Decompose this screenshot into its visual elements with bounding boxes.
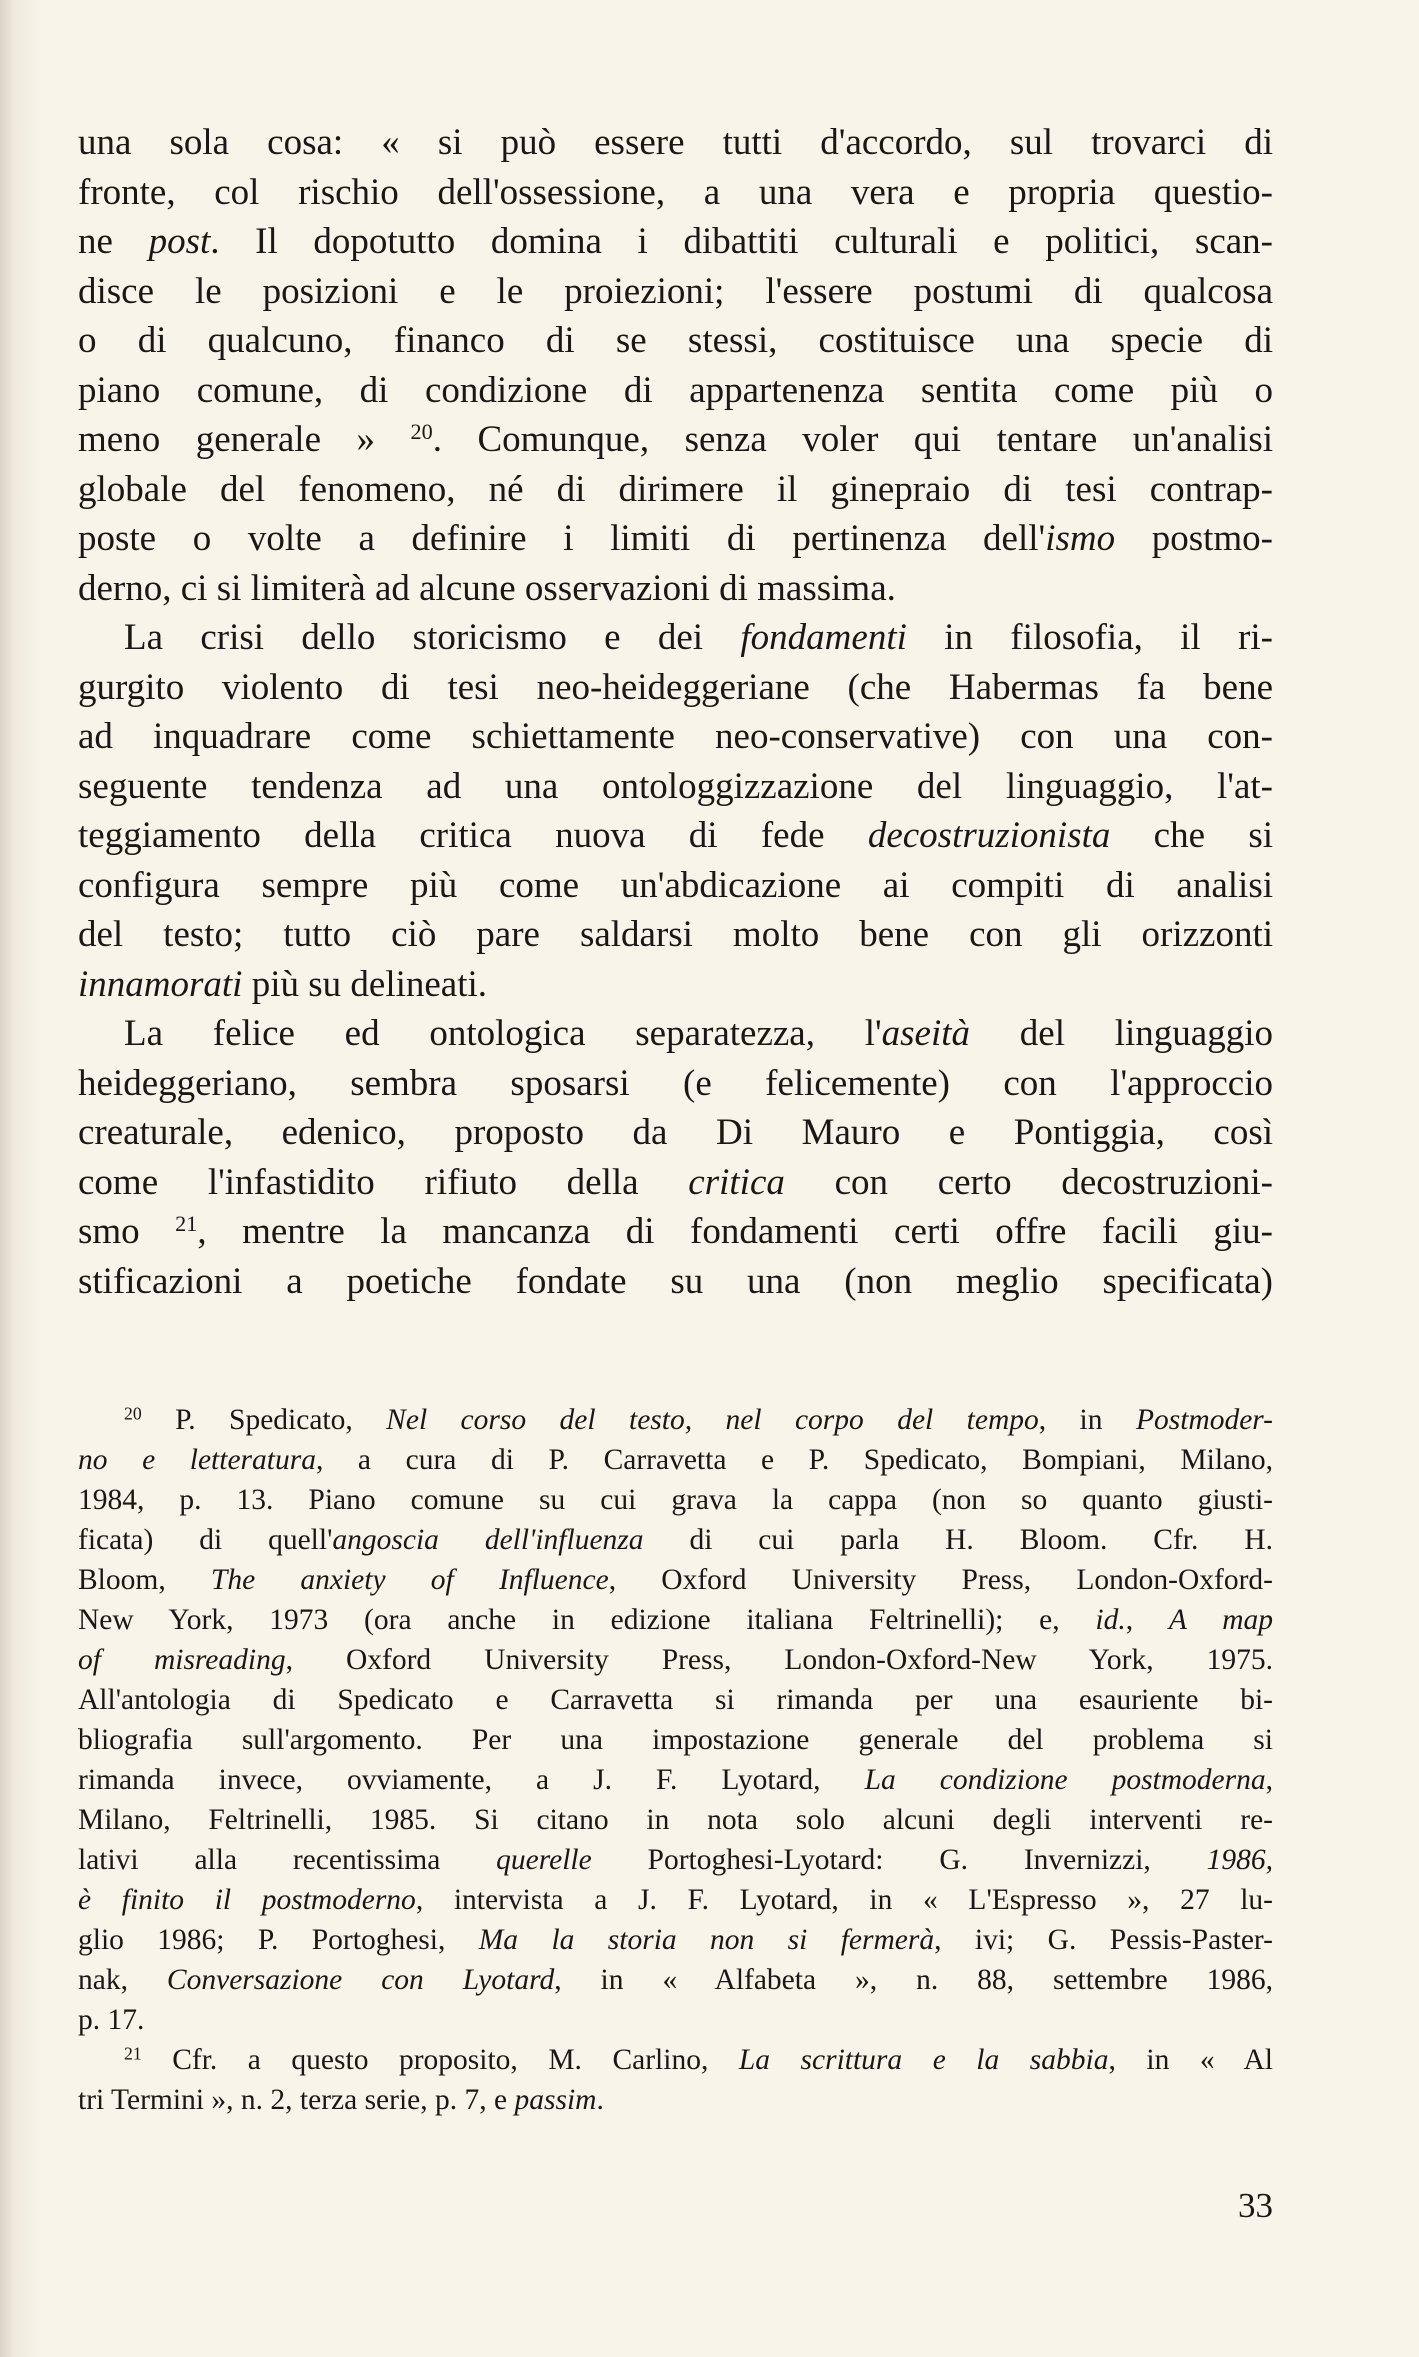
text-line: smo $^{21}$, mentre la mancanza di fondamenti certi offre facili giu-	[78, 1210, 1273, 1252]
footnote-line: è finito il postmoderno, intervista a J. F. Lyotard, in « L'Espresso », 27 lu-	[78, 1884, 1273, 1916]
text-line: La felice ed ontologica separatezza, l'aseità del linguaggio	[124, 1013, 1273, 1054]
footnote-line: Bloom, The anxiety of Influence, Oxford University Press, London-Oxford-	[78, 1564, 1273, 1596]
text-line: ne post. Il dopotutto domina i dibattiti culturali e politici, scan-	[78, 221, 1273, 262]
footnote-20-line: $^{20}$ P. Spedicato, Nel corso del testo, nel corpo del tempo, in Postmoder-	[124, 1403, 1273, 1436]
text-line: poste o volte a definire i limiti di pertinenza dell'ismo postmo-	[78, 518, 1273, 559]
footnote-line: Milano, Feltrinelli, 1985. Si citano in nota solo alcuni degli interventi re-	[78, 1804, 1273, 1836]
text-line: teggiamento della critica nuova di fede decostruzionista che si	[78, 815, 1273, 856]
text-line: piano comune, di condizione di appartenenza sentita come più o	[78, 369, 1273, 411]
footnote-21-line: $^{21}$ Cfr. a questo proposito, M. Carlino, La scrittura e la sabbia, in « Al	[124, 2043, 1273, 2076]
text-line: innamorati più su delineati.	[78, 963, 488, 1005]
footnote-line: bliografia sull'argomento. Per una impostazione generale del problema si	[78, 1724, 1273, 1756]
text-line: ad inquadrare come schiettamente neo-conservative) con una con-	[78, 716, 1273, 757]
footnote-line: tri Termini », n. 2, terza serie, p. 7, e passim.	[78, 2084, 604, 2116]
text-line: derno, ci si limiterà ad alcune osservazioni di massima.	[78, 567, 896, 609]
text-line: fronte, col rischio dell'ossessione, a una vera e propria questio-	[78, 171, 1273, 213]
text-line: o di qualcuno, financo di se stessi, costituisce una specie di	[78, 320, 1273, 361]
text-line: configura sempre più come un'abdicazione ai compiti di analisi	[78, 864, 1273, 906]
text-line: una sola cosa: « si può essere tutti d'accordo, sul trovarci di	[78, 122, 1273, 163]
text-line: gurgito violento di tesi neo-heideggeriane (che Habermas fa bene	[78, 666, 1273, 708]
footnote-line: no e letteratura, a cura di P. Carravetta e P. Spedicato, Bompiani, Milano,	[78, 1444, 1273, 1476]
text-line: stificazioni a poetiche fondate su una (non meglio specificata)	[78, 1260, 1273, 1302]
footnote-line: ficata) di quell'angoscia dell'influenza di cui parla H. Bloom. Cfr. H.	[78, 1524, 1273, 1556]
body-text	[78, 118, 1273, 1306]
footnote-line: glio 1986; P. Portoghesi, Ma la storia non si fermerà, ivi; G. Pessis-Paster-	[78, 1924, 1273, 1956]
footnote-line: rimanda invece, ovviamente, a J. F. Lyotard, La condizione postmoderna,	[78, 1764, 1273, 1796]
text-line: del testo; tutto ciò pare saldarsi molto bene con gli orizzonti	[78, 914, 1273, 955]
text-line: seguente tendenza ad una ontologgizzazione del linguaggio, l'at-	[78, 765, 1273, 807]
page-number: 33	[1238, 2186, 1273, 2225]
footnote-line: lativi alla recentissima querelle Portoghesi-Lyotard: G. Invernizzi, 1986,	[78, 1844, 1273, 1876]
text-line: disce le posizioni e le proiezioni; l'essere postumi di qualcosa	[78, 270, 1273, 312]
text-line: come l'infastidito rifiuto della critica con certo decostruzioni-	[78, 1161, 1273, 1203]
text-line: meno generale » $^{20}$. Comunque, senza voler qui tentare un'analisi	[78, 418, 1273, 460]
footnote-line: All'antologia di Spedicato e Carravetta si rimanda per una esauriente bi-	[78, 1684, 1273, 1716]
text-line: globale del fenomeno, né di dirimere il ginepraio di tesi contrap-	[78, 468, 1273, 510]
footnote-line: p. 17.	[78, 2004, 145, 2036]
footnote-line: New York, 1973 (ora anche in edizione italiana Feltrinelli); e, id., A map	[78, 1604, 1273, 1636]
footnote-ref-21: 21	[175, 1210, 198, 1236]
footnote-ref-20: 20	[410, 418, 433, 444]
text-line: La crisi dello storicismo e dei fondamenti in filosofia, il ri-	[124, 617, 1273, 658]
footnotes	[78, 1400, 1273, 2120]
text-line: creaturale, edenico, proposto da Di Mauro e Pontiggia, così	[78, 1112, 1273, 1153]
text-line: heideggeriano, sembra sposarsi (e felicemente) con l'approccio	[78, 1062, 1273, 1104]
footnote-line: nak, Conversazione con Lyotard, in « Alfabeta », n. 88, settembre 1986,	[78, 1964, 1273, 1996]
footnote-line: of misreading, Oxford University Press, London-Oxford-New York, 1975.	[78, 1644, 1273, 1676]
footnote-line: 1984, p. 13. Piano comune su cui grava la cappa (non so quanto giusti-	[78, 1484, 1273, 1516]
